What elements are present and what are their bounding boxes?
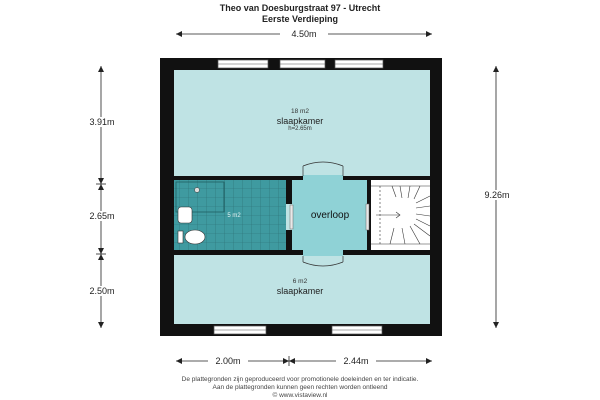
copyright: © www.vistaview.nl bbox=[272, 392, 328, 399]
shower-drain-icon bbox=[195, 188, 200, 193]
disclaimer-line-1: De plattegronden zijn geproduceerd voor promotionele doeleinden en ter indicatie. bbox=[181, 376, 419, 383]
dimension-left-middle: 2.65m bbox=[84, 211, 120, 221]
dimension-right-total: 9.26m bbox=[478, 190, 516, 200]
floor-name: Eerste Verdieping bbox=[261, 14, 339, 24]
inner-wall bbox=[174, 176, 430, 180]
sink-icon bbox=[178, 207, 192, 223]
dimension-bottom-right: 2.44m bbox=[336, 356, 376, 366]
dimension-left-top: 3.91m bbox=[84, 117, 120, 127]
bedroom-bottom-area: 6 m2 bbox=[292, 278, 308, 285]
dimension-top-width: 4.50m bbox=[280, 29, 328, 39]
toilet-icon bbox=[185, 230, 205, 244]
bathroom-area: 5 m2 bbox=[227, 213, 241, 219]
disclaimer-line-2: Aan de plattegronden kunnen geen rechten worden ontleend bbox=[212, 384, 388, 391]
dimension-left-bottom: 2.50m bbox=[84, 286, 120, 296]
landing-name: overloop bbox=[310, 210, 350, 221]
bedroom-top-area: 18 m2 bbox=[290, 108, 310, 115]
inner-wall bbox=[174, 250, 430, 255]
dimension-bottom-left: 2.00m bbox=[208, 356, 248, 366]
bedroom-top-name: slaapkamer bbox=[276, 116, 324, 126]
plan-title: Theo van Doesburgstraat 97 - Utrecht bbox=[219, 3, 381, 13]
bedroom-top-height: h=2.65m bbox=[288, 126, 312, 132]
bedroom-bottom-name: slaapkamer bbox=[276, 286, 324, 296]
